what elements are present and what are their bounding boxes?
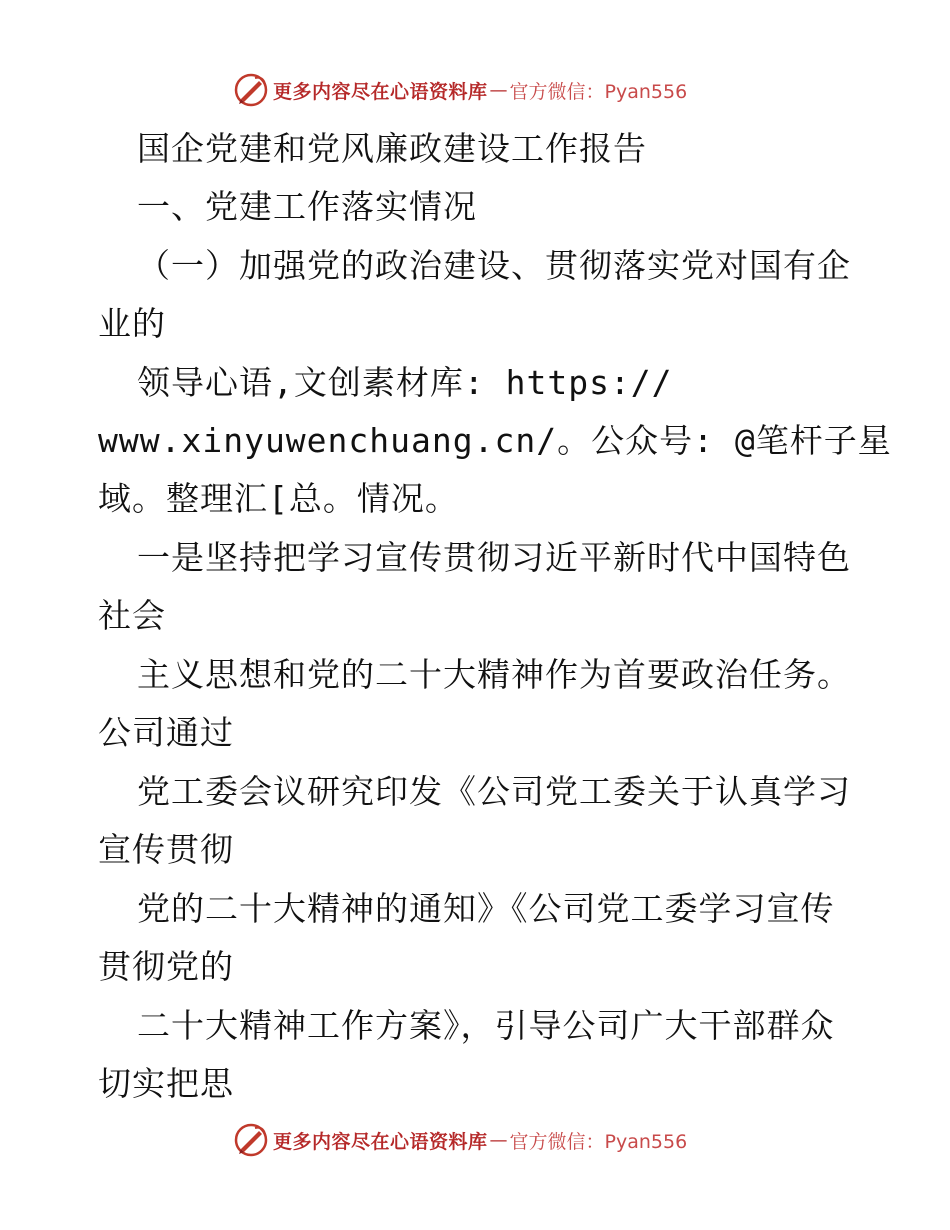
watermark-wechat: 官方微信：Pyan556: [509, 1130, 688, 1153]
watermark-wechat: 官方微信：Pyan556: [509, 80, 688, 103]
text-line: 主义思想和党的二十大精神作为首要政治任务。: [137, 655, 851, 694]
text-line: 领导心语,文创素材库: https://: [137, 363, 673, 402]
document-title: 国企党建和党风廉政建设工作报告: [137, 129, 647, 168]
subsection-heading: （一）加强党的政治建设、贯彻落实党对国有企: [137, 246, 851, 285]
text-line: 切实把思: [98, 1064, 234, 1103]
text-line: 域。整理汇[总。情况。: [98, 479, 459, 518]
pen-logo-icon: [233, 1122, 269, 1158]
text-line: 二十大精神工作方案》，引导公司广大干部群众: [137, 1006, 835, 1045]
text-line: 一是坚持把学习宣传贯彻习近平新时代中国特色: [137, 538, 851, 577]
watermark-text: 更多内容尽在心语资料库: [273, 80, 488, 103]
text-line: 业的: [98, 304, 166, 343]
text-line: 党的二十大精神的通知》《公司党工委学习宣传: [137, 889, 835, 928]
text-line: 公司通过: [98, 713, 234, 752]
watermark-separator: —: [489, 79, 508, 101]
pen-logo-icon: [233, 72, 269, 108]
header-watermark: [233, 70, 687, 110]
section-heading: 一、党建工作落实情况: [137, 187, 477, 226]
text-line: 社会: [98, 596, 166, 635]
text-line: 党工委会议研究印发《公司党工委关于认真学习: [137, 772, 851, 811]
footer-watermark: [233, 1120, 687, 1160]
text-line: www.xinyuwenchuang.cn/。公众号: @笔杆子星: [98, 421, 892, 460]
text-line: 宣传贯彻: [98, 830, 234, 869]
watermark-text: 更多内容尽在心语资料库: [273, 1130, 488, 1153]
watermark-separator: —: [489, 1129, 508, 1151]
text-line: 贯彻党的: [98, 947, 234, 986]
